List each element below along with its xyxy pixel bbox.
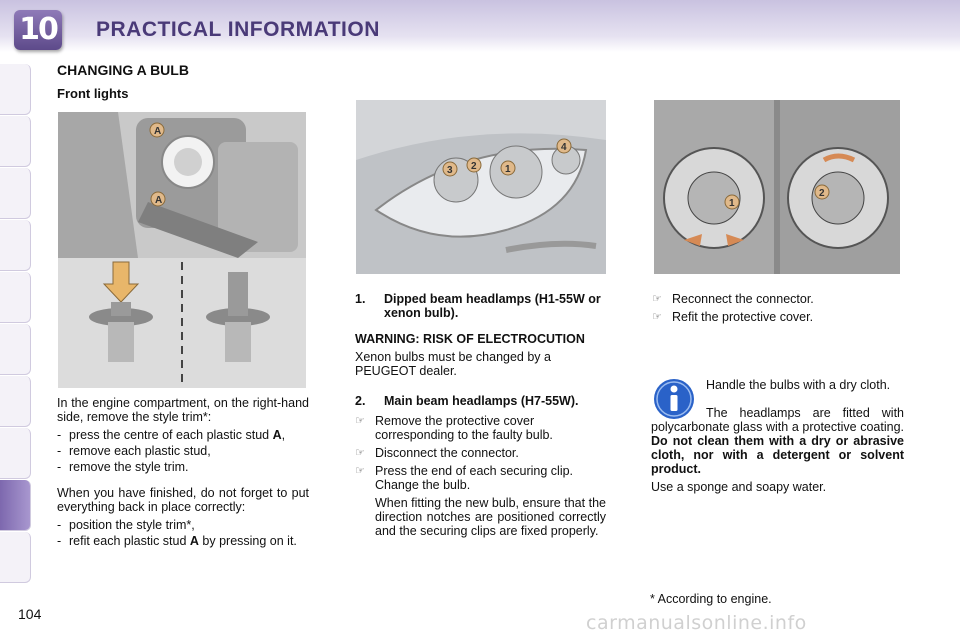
list-item: - remove each plastic stud,: [57, 444, 211, 458]
headlamp-label-2: 2: [471, 161, 477, 172]
info-text: Handle the bulbs with a dry cloth.: [706, 378, 891, 392]
left-column: [57, 396, 309, 550]
list-item: 1. Dipped beam headlamps (H1-55W or xenon bulb).: [355, 292, 601, 320]
watermark: carmanualsonline.info: [586, 612, 807, 634]
warning-title: WARNING: RISK OF ELECTROCUTION: [355, 332, 585, 346]
chapter-tab[interactable]: [0, 116, 31, 167]
subsection-title: Front lights: [57, 86, 129, 101]
engine-bay-figure: [58, 112, 306, 388]
headlamp-label-1: 1: [505, 164, 511, 175]
list-item: - position the style trim*,: [57, 518, 195, 532]
chapter-tab[interactable]: [0, 532, 31, 583]
finish-intro-text: When you have finished, do not forget to put everything back in place correctly:: [57, 486, 309, 514]
fitting-note: When fitting the new bulb, ensure that the direction notches are positioned correctly and the securing clips are fixed properly.: [375, 496, 606, 538]
bulb-figure: [654, 100, 900, 274]
info-box-body: [651, 406, 904, 498]
chapter-badge: 10: [14, 10, 62, 50]
headlamp-label-3: 3: [447, 165, 453, 176]
headlamp-label-4: 4: [561, 142, 567, 153]
pointing-hand-icon: ☞: [355, 447, 365, 459]
info-box-top: [706, 378, 904, 396]
footnote: * According to engine.: [650, 592, 772, 606]
headlamp-figure: [356, 100, 606, 274]
stud-label-a: A: [154, 126, 162, 137]
chapter-title: PRACTICAL INFORMATION: [96, 18, 380, 41]
list-item: ☞ Refit the protective cover.: [652, 310, 814, 324]
chapter-tab-active[interactable]: [0, 480, 31, 531]
pointing-hand-icon: ☞: [652, 293, 662, 305]
chapter-tab[interactable]: [0, 272, 31, 323]
page-number: 104: [18, 606, 42, 622]
list-item: ☞ Remove the protective cover corresponding to the faulty bulb.: [355, 414, 553, 442]
bulb-label-1: 1: [729, 198, 735, 209]
chapter-tabs: [0, 64, 30, 584]
chapter-tab[interactable]: [0, 376, 31, 427]
warning-text: Xenon bulbs must be changed by a PEUGEOT dealer.: [355, 350, 551, 378]
chapter-tab[interactable]: [0, 168, 31, 219]
list-item: - refit each plastic stud A by pressing on it.: [57, 534, 297, 548]
list-item: ☞ Reconnect the connector.: [652, 292, 814, 306]
intro-text: In the engine compartment, on the right-hand side, remove the style trim*:: [57, 396, 309, 424]
page-header: [0, 0, 960, 52]
pointing-hand-icon: ☞: [355, 415, 365, 427]
chapter-tab[interactable]: [0, 324, 31, 375]
pointing-hand-icon: ☞: [355, 465, 365, 477]
section-title: CHANGING A BULB: [57, 62, 189, 78]
pointing-hand-icon: ☞: [652, 311, 662, 323]
stud-label-a: A: [155, 195, 163, 206]
info-warning-bold: Do not clean them with a dry or abrasive cloth, nor with a detergent or solvent product.: [651, 434, 904, 476]
chapter-tab[interactable]: [0, 428, 31, 479]
list-item: - remove the style trim.: [57, 460, 189, 474]
right-column-steps: [652, 292, 904, 328]
chapter-tab[interactable]: [0, 220, 31, 271]
list-item: - press the centre of each plastic stud A,: [57, 428, 286, 442]
list-item: 2. Main beam headlamps (H7-55W).: [355, 394, 579, 408]
info-text: The headlamps are fitted with polycarbonate glass with a protective coating.: [651, 406, 904, 434]
middle-column: [355, 292, 606, 542]
info-text: Use a sponge and soapy water.: [651, 480, 827, 494]
bulb-label-2: 2: [819, 188, 825, 199]
list-item: ☞ Press the end of each securing clip. Change the bulb.: [355, 464, 574, 492]
list-item: ☞ Disconnect the connector.: [355, 446, 519, 460]
chapter-tab[interactable]: [0, 64, 31, 115]
